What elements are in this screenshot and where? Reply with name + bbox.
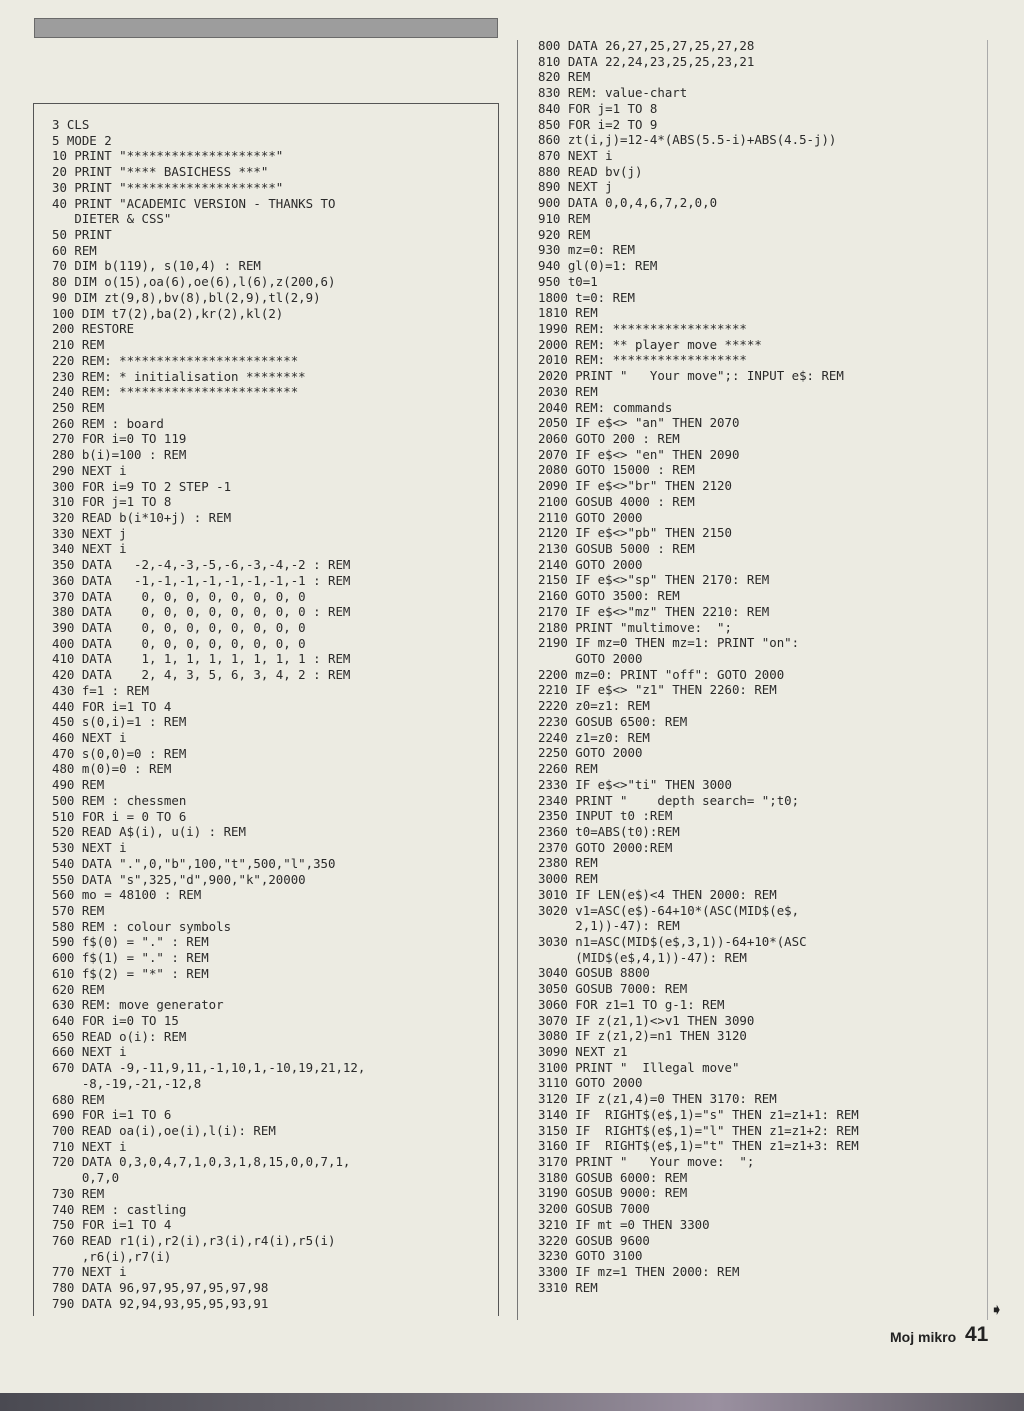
code-line: 390 DATA 0, 0, 0, 0, 0, 0, 0, 0 bbox=[52, 620, 306, 635]
code-line: 750 FOR i=1 TO 4 bbox=[52, 1217, 172, 1233]
code-line: 220 REM: ************************ bbox=[52, 352, 299, 368]
code-line: 3010 IF LEN(e$)<4 THEN 2000: REM bbox=[538, 886, 777, 902]
code-line: 2020 PRINT " Your move";: INPUT e$: REM bbox=[538, 368, 844, 384]
code-line: 10 PRINT "********************" bbox=[52, 148, 284, 164]
code-line: 3030 n1=ASC(MID$(e$,3,1))-64+10*(ASC bbox=[538, 933, 807, 949]
code-line: 820 REM bbox=[538, 69, 591, 85]
code-line: 480 m(0)=0 : REM bbox=[52, 761, 172, 777]
code-line: 3000 REM bbox=[538, 871, 598, 887]
code-line: 800 DATA 26,27,25,27,25,27,28 bbox=[538, 38, 755, 53]
code-line: 660 NEXT i bbox=[52, 1044, 127, 1060]
code-line: 80 DIM o(15),oa(6),oe(6),l(6),z(200,6) bbox=[52, 274, 336, 290]
code-line: 920 REM bbox=[538, 226, 591, 242]
code-line: 890 NEXT j bbox=[538, 179, 613, 195]
code-line: 3220 GOSUB 9600 bbox=[538, 1232, 650, 1248]
code-line: 490 REM bbox=[52, 777, 105, 793]
code-line: 950 t0=1 bbox=[538, 273, 598, 289]
code-line: 3200 GOSUB 7000 bbox=[538, 1201, 650, 1217]
code-line: 570 REM bbox=[52, 902, 105, 918]
code-line: 2040 REM: commands bbox=[538, 399, 673, 415]
code-line: 70 DIM b(119), s(10,4) : REM bbox=[52, 258, 261, 274]
code-line: 2110 GOTO 2000 bbox=[538, 509, 643, 525]
code-line: 850 FOR i=2 TO 9 bbox=[538, 116, 658, 132]
code-line: 290 NEXT i bbox=[52, 462, 127, 478]
code-line: (MID$(e$,4,1))-47): REM bbox=[538, 949, 747, 965]
column-divider bbox=[517, 40, 518, 1320]
code-line: 2190 IF mz=0 THEN mz=1: PRINT "on": bbox=[538, 635, 800, 651]
code-line: 870 NEXT i bbox=[538, 148, 613, 164]
code-line: 3 CLS bbox=[52, 117, 90, 132]
code-line: 910 REM bbox=[538, 210, 591, 226]
code-line: 330 NEXT j bbox=[52, 525, 127, 541]
code-line: 340 NEXT i bbox=[52, 541, 127, 557]
code-line: 2210 IF e$<> "z1" THEN 2260: REM bbox=[538, 682, 777, 698]
code-line: 3020 v1=ASC(e$)-64+10*(ASC(MID$(e$, bbox=[538, 902, 800, 918]
code-line: 3100 PRINT " Illegal move" bbox=[538, 1059, 740, 1075]
page-number: 41 bbox=[965, 1323, 989, 1346]
code-line: 210 REM bbox=[52, 337, 105, 353]
code-line: 680 REM bbox=[52, 1091, 105, 1107]
code-line: 530 NEXT i bbox=[52, 840, 127, 856]
code-line: 2120 IF e$<>"pb" THEN 2150 bbox=[538, 525, 732, 541]
code-line: 2030 REM bbox=[538, 383, 598, 399]
code-line: 540 DATA ".",0,"b",100,"t",500,"l",350 bbox=[52, 855, 336, 871]
header-bar bbox=[34, 18, 498, 38]
code-line: 380 DATA 0, 0, 0, 0, 0, 0, 0, 0 : REM bbox=[52, 604, 351, 620]
code-line: 3170 PRINT " Your move: "; bbox=[538, 1154, 755, 1170]
code-line: 440 FOR i=1 TO 4 bbox=[52, 698, 172, 714]
code-line: 600 f$(1) = "." : REM bbox=[52, 950, 209, 966]
code-line: 3190 GOSUB 9000: REM bbox=[538, 1185, 688, 1201]
code-line: 3080 IF z(z1,2)=n1 THEN 3120 bbox=[538, 1028, 747, 1044]
code-line: 3090 NEXT z1 bbox=[538, 1044, 628, 1059]
magazine-name: Moj mikro bbox=[890, 1329, 957, 1345]
scan-edge-strip bbox=[0, 1393, 1024, 1411]
code-line: 610 f$(2) = "*" : REM bbox=[52, 965, 209, 981]
code-line: 3140 IF RIGHT$(e$,1)="s" THEN z1=z1+1: REM bbox=[538, 1106, 859, 1122]
code-line: 640 FOR i=0 TO 15 bbox=[52, 1012, 179, 1028]
code-line: 770 NEXT i bbox=[52, 1264, 127, 1280]
code-line: 420 DATA 2, 4, 3, 5, 6, 3, 4, 2 : REM bbox=[52, 667, 351, 683]
code-line: 40 PRINT "ACADEMIC VERSION - THANKS TO bbox=[52, 195, 336, 211]
code-line: 2160 GOTO 3500: REM bbox=[538, 588, 680, 604]
code-line: -8,-19,-21,-12,8 bbox=[52, 1075, 202, 1091]
code-line: 3120 IF z(z1,4)=0 THEN 3170: REM bbox=[538, 1091, 777, 1107]
code-line: 230 REM: * initialisation ******** bbox=[52, 368, 306, 384]
code-line: 310 FOR j=1 TO 8 bbox=[52, 494, 172, 510]
code-line: 2340 PRINT " depth search= ";t0; bbox=[538, 792, 800, 808]
code-line: 2000 REM: ** player move ***** bbox=[538, 336, 762, 352]
code-line: 260 REM : board bbox=[52, 415, 164, 431]
code-line: 50 PRINT bbox=[52, 227, 112, 243]
code-line: 20 PRINT "**** BASICHESS ***" bbox=[52, 164, 269, 180]
code-line: 3180 GOSUB 6000: REM bbox=[538, 1169, 688, 1185]
basic-listing-left-column bbox=[52, 117, 365, 1312]
code-line: 3300 IF mz=1 THEN 2000: REM bbox=[538, 1264, 740, 1280]
code-line: 300 FOR i=9 TO 2 STEP -1 bbox=[52, 478, 232, 494]
code-line: 730 REM bbox=[52, 1185, 105, 1201]
code-line: 720 DATA 0,3,0,4,7,1,0,3,1,8,15,0,0,7,1, bbox=[52, 1154, 351, 1170]
code-line: 370 DATA 0, 0, 0, 0, 0, 0, 0, 0 bbox=[52, 588, 306, 604]
code-line: 2140 GOTO 2000 bbox=[538, 556, 643, 572]
code-line: 550 DATA "s",325,"d",900,"k",20000 bbox=[52, 871, 306, 887]
code-line: 830 REM: value-chart bbox=[538, 85, 688, 101]
code-line: 790 DATA 92,94,93,95,95,93,91 bbox=[52, 1295, 269, 1311]
code-line: 560 mo = 48100 : REM bbox=[52, 887, 202, 903]
code-line: 30 PRINT "********************" bbox=[52, 179, 284, 195]
code-line: 2230 GOSUB 6500: REM bbox=[538, 713, 688, 729]
code-line: 630 REM: move generator bbox=[52, 997, 224, 1013]
code-line: 2180 PRINT "multimove: "; bbox=[538, 619, 732, 635]
code-line: 3110 GOTO 2000 bbox=[538, 1075, 643, 1091]
code-line: 2090 IF e$<>"br" THEN 2120 bbox=[538, 478, 732, 494]
code-line: 3160 IF RIGHT$(e$,1)="t" THEN z1=z1+3: REM bbox=[538, 1138, 859, 1154]
code-line: 3230 GOTO 3100 bbox=[538, 1248, 643, 1264]
code-line: 2,1))-47): REM bbox=[538, 918, 680, 934]
code-line: 810 DATA 22,24,23,25,25,23,21 bbox=[538, 53, 755, 69]
code-line: 840 FOR j=1 TO 8 bbox=[538, 100, 658, 116]
code-line: 620 REM bbox=[52, 981, 105, 997]
code-line: 0,7,0 bbox=[52, 1170, 120, 1186]
code-line: 2100 GOSUB 4000 : REM bbox=[538, 493, 695, 509]
code-line: 280 b(i)=100 : REM bbox=[52, 447, 187, 463]
code-line: 2130 GOSUB 5000 : REM bbox=[538, 541, 695, 556]
code-line: 2200 mz=0: PRINT "off": GOTO 2000 bbox=[538, 666, 785, 682]
code-line: 900 DATA 0,0,4,6,7,2,0,0 bbox=[538, 195, 718, 211]
code-line: DIETER & CSS" bbox=[52, 211, 172, 227]
code-line: 590 f$(0) = "." : REM bbox=[52, 934, 209, 950]
continue-arrow-icon: ➧ bbox=[990, 1300, 1004, 1319]
code-line: 2070 IF e$<> "en" THEN 2090 bbox=[538, 446, 740, 462]
code-line: 5 MODE 2 bbox=[52, 132, 112, 148]
code-line: 670 DATA -9,-11,9,11,-1,10,1,-10,19,21,12, bbox=[52, 1060, 366, 1076]
code-line: 470 s(0,0)=0 : REM bbox=[52, 745, 187, 761]
code-line: 2250 GOTO 2000 bbox=[538, 745, 643, 761]
code-line: 650 READ o(i): REM bbox=[52, 1028, 187, 1044]
code-line: 100 DIM t7(2),ba(2),kr(2),kl(2) bbox=[52, 305, 284, 321]
code-line: 2010 REM: ****************** bbox=[538, 352, 747, 368]
code-line: 3310 REM bbox=[538, 1279, 598, 1295]
code-line: 270 FOR i=0 TO 119 bbox=[52, 431, 187, 447]
code-line: 510 FOR i = 0 TO 6 bbox=[52, 808, 187, 824]
code-line: 3070 IF z(z1,1)<>v1 THEN 3090 bbox=[538, 1012, 755, 1028]
code-line: 360 DATA -1,-1,-1,-1,-1,-1,-1,-1 : REM bbox=[52, 572, 351, 588]
code-line: 3060 FOR z1=1 TO g-1: REM bbox=[538, 996, 725, 1012]
code-line: 250 REM bbox=[52, 399, 105, 415]
basic-listing-right-column bbox=[538, 38, 859, 1296]
right-edge-rule bbox=[987, 40, 988, 1320]
code-line: 2360 t0=ABS(t0):REM bbox=[538, 823, 680, 839]
code-line: 2080 GOTO 15000 : REM bbox=[538, 462, 695, 478]
code-line: 2350 INPUT t0 :REM bbox=[538, 808, 673, 824]
code-line: 320 READ b(i*10+j) : REM bbox=[52, 509, 232, 525]
code-line: 740 REM : castling bbox=[52, 1201, 187, 1217]
code-line: 520 READ A$(i), u(i) : REM bbox=[52, 824, 246, 840]
code-line: 200 RESTORE bbox=[52, 321, 135, 337]
code-line: 3150 IF RIGHT$(e$,1)="l" THEN z1=z1+2: REM bbox=[538, 1122, 859, 1138]
code-line: 580 REM : colour symbols bbox=[52, 918, 232, 934]
code-line: 3210 IF mt =0 THEN 3300 bbox=[538, 1216, 710, 1232]
code-line: 700 READ oa(i),oe(i),l(i): REM bbox=[52, 1123, 276, 1138]
code-line: 1810 REM bbox=[538, 305, 598, 321]
code-line: 2330 IF e$<>"ti" THEN 3000 bbox=[538, 776, 732, 792]
code-line: 880 READ bv(j) bbox=[538, 163, 643, 179]
code-line: GOTO 2000 bbox=[538, 651, 643, 667]
code-line: 500 REM : chessmen bbox=[52, 792, 187, 808]
code-line: 90 DIM zt(9,8),bv(8),bl(2,9),tl(2,9) bbox=[52, 289, 321, 305]
code-line: 690 FOR i=1 TO 6 bbox=[52, 1107, 172, 1123]
code-line: 60 REM bbox=[52, 242, 97, 258]
code-line: 450 s(0,i)=1 : REM bbox=[52, 714, 187, 730]
code-line: 2220 z0=z1: REM bbox=[538, 698, 650, 714]
code-line: 710 NEXT i bbox=[52, 1138, 127, 1154]
code-line: 240 REM: ************************ bbox=[52, 384, 299, 400]
code-line: 2260 REM bbox=[538, 761, 598, 777]
code-line: 2150 IF e$<>"sp" THEN 2170: REM bbox=[538, 572, 770, 588]
code-line: 2380 REM bbox=[538, 855, 598, 871]
code-line: 860 zt(i,j)=12-4*(ABS(5.5-i)+ABS(4.5-j)) bbox=[538, 132, 837, 148]
code-line: 930 mz=0: REM bbox=[538, 242, 635, 258]
code-line: 2060 GOTO 200 : REM bbox=[538, 430, 680, 446]
code-line: 760 READ r1(i),r2(i),r3(i),r4(i),r5(i) bbox=[52, 1233, 336, 1249]
code-line: 940 gl(0)=1: REM bbox=[538, 258, 658, 274]
code-line: 2050 IF e$<> "an" THEN 2070 bbox=[538, 415, 740, 431]
code-line: 3040 GOSUB 8800 bbox=[538, 965, 650, 981]
code-line: 410 DATA 1, 1, 1, 1, 1, 1, 1, 1 : REM bbox=[52, 651, 351, 667]
code-line: 350 DATA -2,-4,-3,-5,-6,-3,-4,-2 : REM bbox=[52, 557, 351, 573]
code-line: 1990 REM: ****************** bbox=[538, 320, 747, 336]
code-line: 2370 GOTO 2000:REM bbox=[538, 839, 673, 855]
code-line: 1800 t=0: REM bbox=[538, 289, 635, 305]
code-line: ,r6(i),r7(i) bbox=[52, 1248, 172, 1264]
code-line: 2240 z1=z0: REM bbox=[538, 729, 650, 745]
code-line: 430 f=1 : REM bbox=[52, 682, 149, 698]
code-line: 2170 IF e$<>"mz" THEN 2210: REM bbox=[538, 603, 770, 619]
code-line: 460 NEXT i bbox=[52, 730, 127, 746]
code-line: 400 DATA 0, 0, 0, 0, 0, 0, 0, 0 bbox=[52, 635, 306, 651]
code-line: 780 DATA 96,97,95,97,95,97,98 bbox=[52, 1280, 269, 1296]
code-line: 3050 GOSUB 7000: REM bbox=[538, 981, 688, 997]
